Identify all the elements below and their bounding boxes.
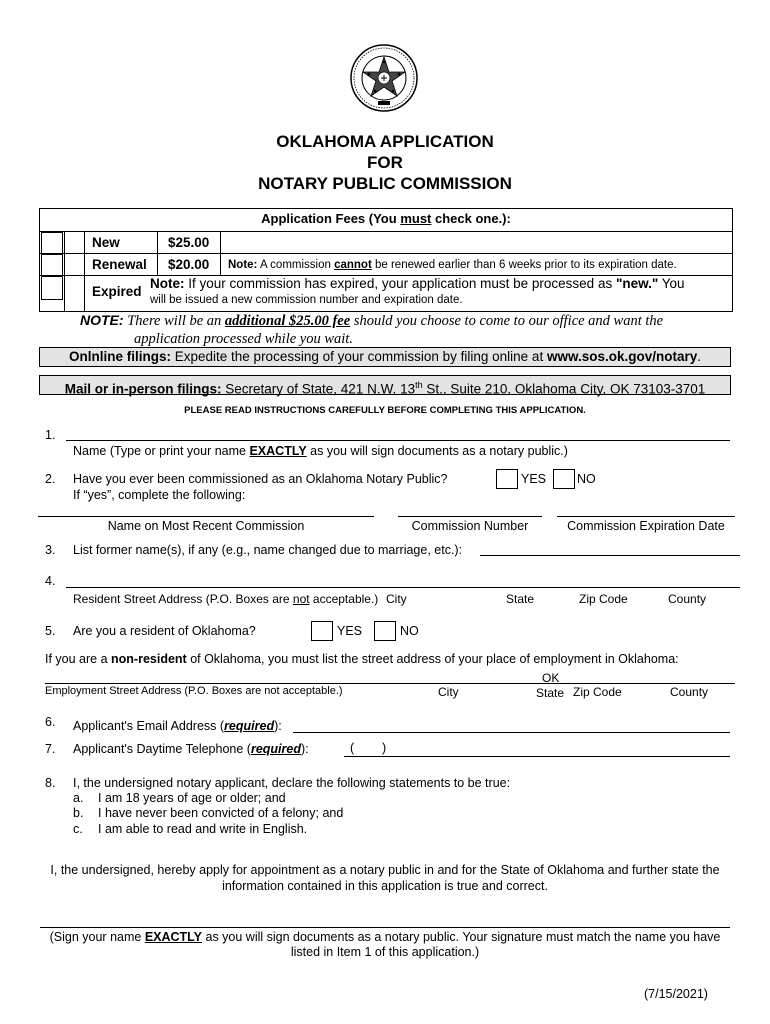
phone-label-end: ): — [300, 742, 309, 756]
nonresident-text: If you are a — [45, 652, 112, 666]
office-fee-note — [80, 311, 720, 348]
name-caption-end: as you will sign documents as a notary public.) — [306, 444, 568, 458]
declaration-line-2: information contained in this application is true and correct. — [222, 879, 548, 893]
renewal-note-end: be renewed earlier than 6 weeks prior to its expiration date. — [371, 259, 677, 271]
expired-note-label: Note: — [150, 276, 185, 291]
note-line-2: application processed while you wait. — [134, 331, 353, 347]
q5-question: Are you a resident of Oklahoma? — [73, 624, 256, 638]
signature-field[interactable] — [40, 927, 730, 928]
nonresident-text-end: of Oklahoma, you must list the street address of your place of employment in Oklahoma: — [186, 652, 679, 666]
name-caption — [73, 444, 568, 458]
resident-address-caption — [73, 592, 378, 606]
email-label — [73, 719, 282, 733]
mail-sup: th — [415, 380, 423, 390]
fee-label-expired: Expired — [92, 284, 142, 299]
form-revision-date: (7/15/2021) — [644, 987, 708, 1001]
signature-caption-line-2: listed in Item 1 of this application.) — [290, 945, 480, 959]
email-label-end: ): — [274, 719, 282, 733]
employment-county-caption: County — [670, 685, 709, 699]
name-caption-text: Name (Type or print your name — [73, 444, 250, 458]
expired-note-line2: will be issued a new commission number and expiration date. — [150, 294, 463, 306]
title-line-3: NOTARY PUBLIC COMMISSION — [258, 174, 512, 193]
new-fee-checkbox[interactable] — [41, 232, 63, 254]
online-text: Expedite the processing of your commission by filing online at — [171, 349, 547, 364]
renewal-note-text: A commission — [257, 259, 335, 271]
name-field[interactable] — [66, 440, 730, 441]
q5-no-checkbox[interactable] — [374, 621, 396, 641]
expired-note-you: You — [658, 276, 685, 291]
q5-number: 5. — [45, 624, 56, 638]
email-field[interactable] — [293, 732, 730, 733]
online-label: Onlnline filings: — [69, 349, 171, 364]
renewal-note-cannot: cannot — [334, 259, 372, 271]
q2-yes-checkbox[interactable] — [496, 469, 518, 489]
employment-zip-caption: Zip Code — [573, 685, 622, 699]
online-end: . — [697, 349, 701, 364]
col-recent-commission: Name on Most Recent Commission — [107, 519, 305, 533]
employment-state-ok: OK — [542, 671, 560, 685]
note-additional-fee: additional $25.00 fee — [224, 313, 351, 329]
fee-heading-end: check one.): — [431, 211, 511, 226]
employment-address-field[interactable] — [45, 683, 735, 684]
mail-text: Secretary of State, 421 N.W. 13 — [221, 381, 416, 397]
col-commission-number: Commission Number — [411, 519, 529, 533]
q8-item-b-letter: b. — [73, 806, 84, 820]
nonresident-instruction — [45, 652, 679, 666]
q3-question: List former name(s), if any (e.g., name changed due to marriage, etc.): — [73, 543, 463, 557]
q8-item-a-letter: a. — [73, 791, 84, 805]
phone-required: required — [250, 742, 301, 756]
q2-no-label: NO — [577, 472, 596, 486]
online-filing-band — [39, 347, 731, 367]
phone-label — [73, 742, 309, 756]
online-url-link[interactable]: www.sos.ok.gov/notary — [546, 349, 698, 364]
q2-number: 2. — [45, 472, 56, 486]
title-line-1: OKLAHOMA APPLICATION — [276, 132, 494, 151]
phone-label-text: Applicant's Daytime Telephone ( — [73, 742, 251, 756]
resident-address-not: not — [292, 592, 310, 606]
employment-state-caption: State — [536, 686, 565, 700]
fee-heading-must: must — [400, 211, 432, 226]
q8-item-a-text: I am 18 years of age or older; and — [98, 791, 286, 805]
fee-amount-new: $25.00 — [168, 235, 210, 250]
q8-item-b-text: I have never been convicted of a felony; and — [98, 806, 344, 820]
q8-item-c-text: I am able to read and write in English. — [98, 822, 308, 836]
signature-caption-end: as you will sign documents as a notary public. Your signature must match the name you have — [202, 930, 721, 944]
employment-address-caption: Employment Street Address (P.O. Boxes are not acceptable.) — [45, 685, 343, 697]
commission-expiration-field[interactable] — [557, 516, 735, 517]
q1-number: 1. — [45, 428, 56, 442]
q3-number: 3. — [45, 543, 56, 557]
q8-item-c-letter: c. — [73, 822, 83, 836]
recent-commission-name-field[interactable] — [38, 516, 374, 517]
fee-table — [39, 208, 733, 312]
resident-zip-caption: Zip Code — [579, 592, 628, 606]
resident-address-end: acceptable.) — [309, 592, 379, 606]
fee-label-new: New — [92, 235, 120, 250]
resident-city-caption: City — [386, 592, 407, 606]
email-label-text: Applicant's Email Address ( — [73, 719, 225, 733]
mail-label: Mail or in-person filings: — [64, 381, 222, 397]
signature-caption — [20, 930, 750, 944]
fee-heading-text: Application Fees (You — [261, 211, 401, 226]
expired-note-line1 — [150, 276, 685, 291]
q5-yes-checkbox[interactable] — [311, 621, 333, 641]
page-title — [0, 131, 770, 194]
expired-fee-checkbox[interactable] — [41, 276, 63, 300]
q7-number: 7. — [45, 742, 56, 756]
q8-statement: I, the undersigned notary applicant, declare the following statements to be true: — [73, 776, 511, 790]
employment-city-caption: City — [438, 685, 459, 699]
expired-note-text: If your commission has expired, your application must be processed as — [184, 276, 616, 291]
renewal-note-label: Note: — [228, 259, 258, 271]
q4-number: 4. — [45, 574, 56, 588]
phone-area-code: ( ) — [350, 741, 387, 755]
nonresident-bold: non-resident — [111, 652, 187, 666]
signature-exactly: EXACTLY — [144, 930, 203, 944]
resident-county-caption: County — [668, 592, 707, 606]
q2-subtext: If “yes”, complete the following: — [73, 488, 246, 502]
resident-state-caption: State — [506, 592, 535, 606]
phone-field[interactable] — [344, 756, 730, 757]
q2-question: Have you ever been commissioned as an Oklahoma Notary Public? — [73, 472, 448, 486]
signature-caption-text: (Sign your name — [49, 930, 145, 944]
q5-no-label: NO — [400, 624, 419, 638]
note-text-end: should you choose to come to our office and want the — [350, 313, 664, 329]
renewal-note — [228, 259, 677, 271]
email-required: required — [224, 719, 275, 733]
mail-filing-band — [39, 375, 731, 395]
note-text: There will be an — [123, 313, 225, 329]
q6-number: 6. — [45, 715, 56, 729]
q2-yes-label: YES — [521, 472, 547, 486]
commission-number-field[interactable] — [398, 516, 542, 517]
resident-address-field[interactable] — [66, 587, 740, 588]
mail-text-end: St., Suite 210, Oklahoma City, OK 73103-3701 — [422, 381, 706, 397]
title-line-2: FOR — [367, 153, 403, 172]
declaration-line-1: I, the undersigned, hereby apply for appointment as a notary public in and for the State of Oklahoma and further state the — [50, 863, 720, 877]
instructions-heading: PLEASE READ INSTRUCTIONS CAREFULLY BEFORE COMPLETING THIS APPLICATION. — [184, 405, 586, 416]
fee-label-renewal: Renewal — [92, 257, 147, 272]
name-caption-exactly: EXACTLY — [249, 444, 307, 458]
renewal-fee-checkbox[interactable] — [41, 254, 63, 276]
former-names-field[interactable] — [480, 555, 740, 556]
fee-amount-renewal: $20.00 — [168, 257, 210, 272]
resident-address-text: Resident Street Address (P.O. Boxes are — [73, 592, 293, 606]
fee-table-heading — [40, 211, 732, 226]
expired-note-new: "new." — [615, 276, 659, 291]
note-label: NOTE: — [80, 312, 124, 328]
q5-yes-label: YES — [337, 624, 363, 638]
q8-number: 8. — [45, 776, 56, 790]
state-seal-logo — [350, 44, 418, 112]
q2-no-checkbox[interactable] — [553, 469, 575, 489]
col-commission-expiration: Commission Expiration Date — [567, 519, 725, 533]
